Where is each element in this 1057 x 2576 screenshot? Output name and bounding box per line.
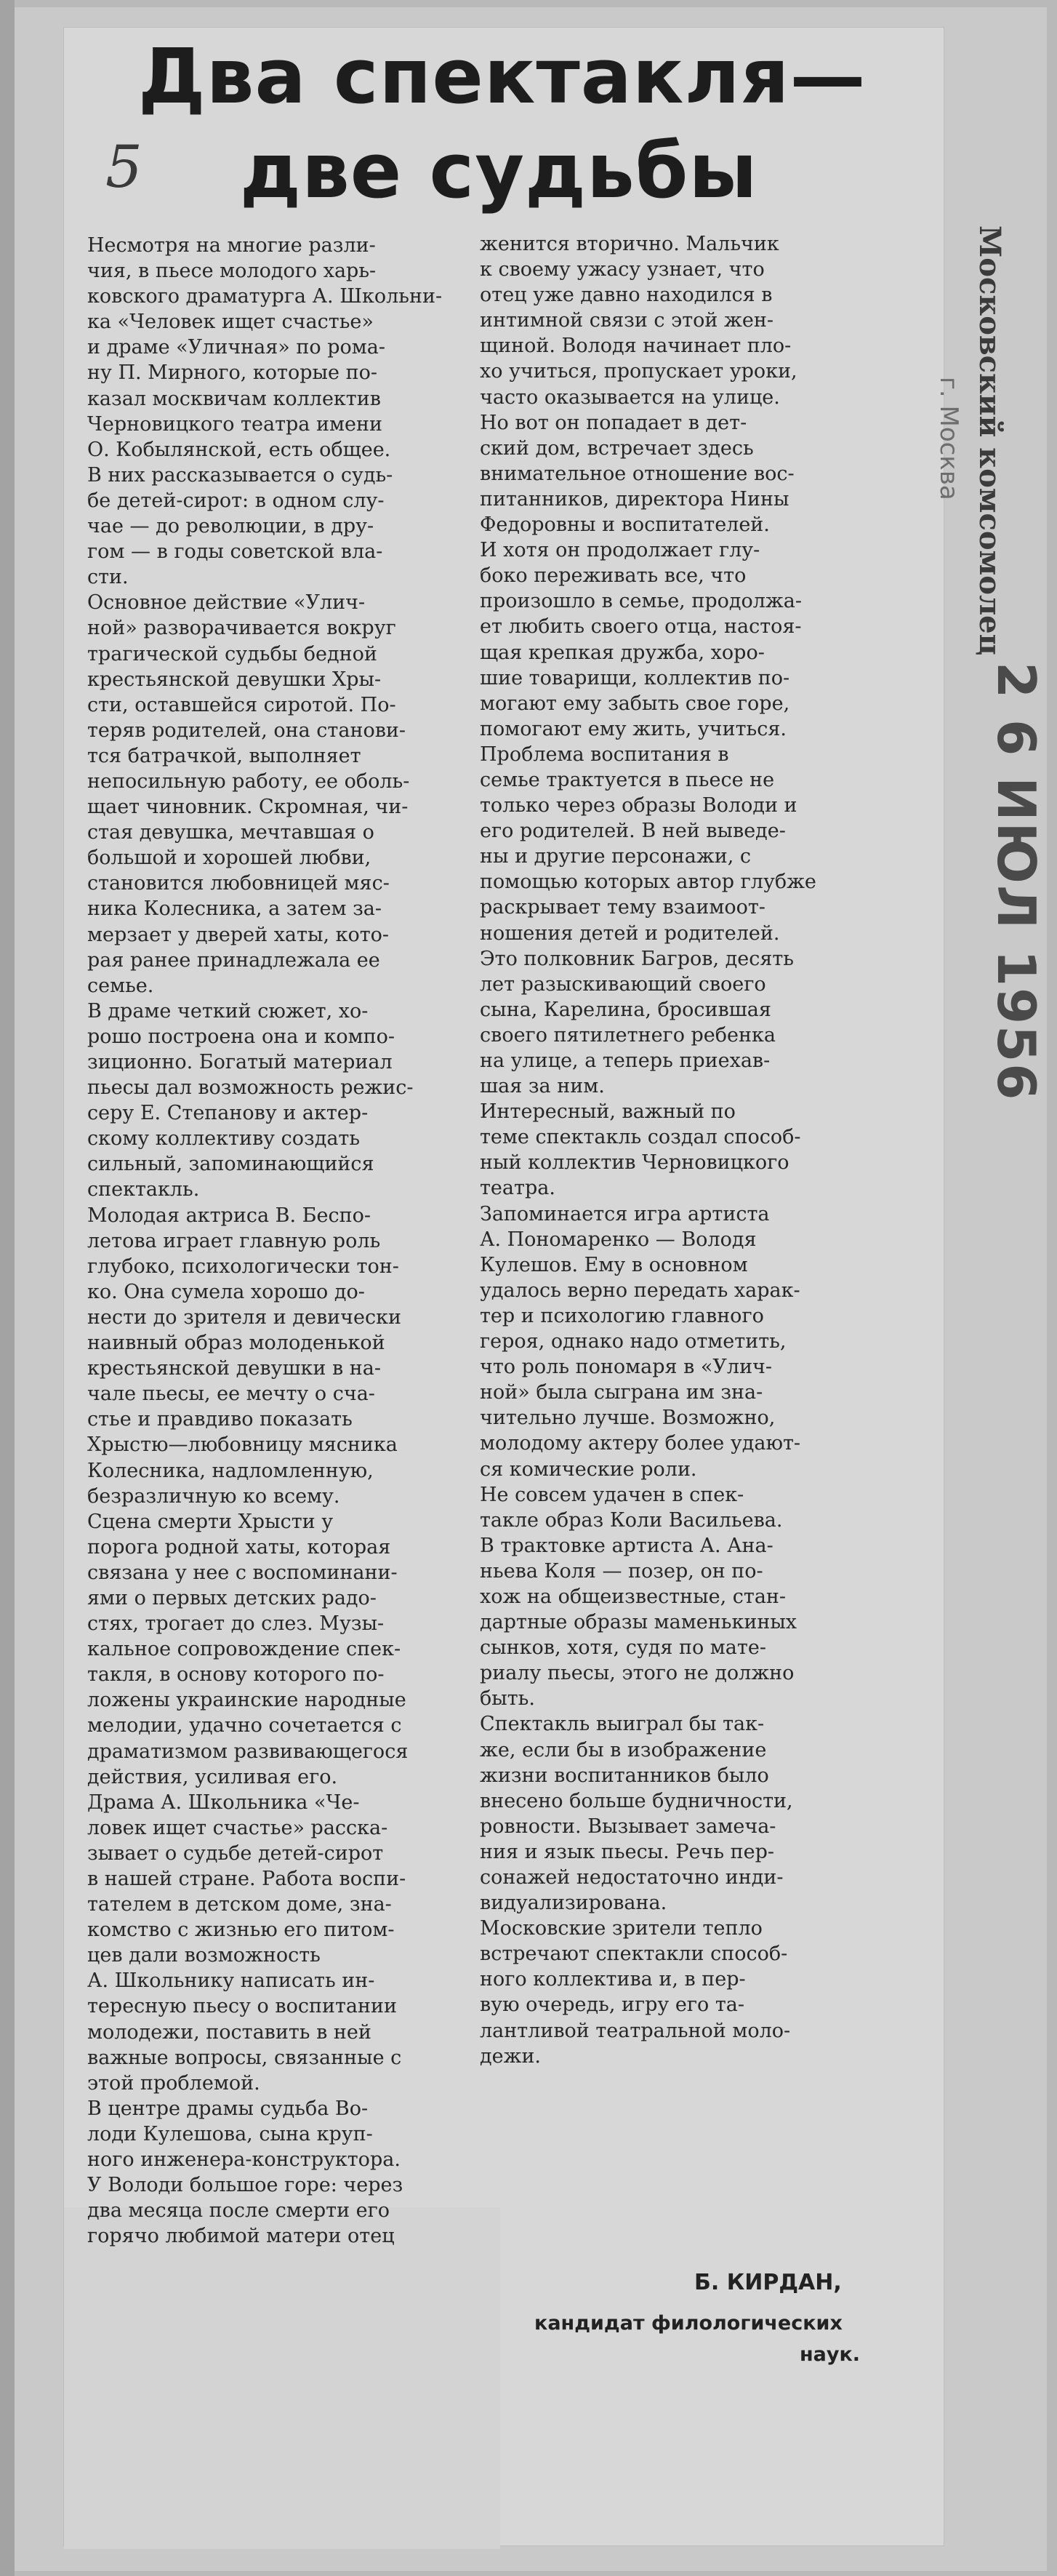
- city-stamp: г. Москва: [934, 377, 963, 500]
- article-text-line: Интересный, важный по: [480, 1100, 736, 1124]
- article-text-line: ника Колесника, а затем за-: [87, 897, 382, 921]
- article-text-line: ский дом, встречает здесь: [480, 436, 754, 460]
- article-text-line: бе детей-сирот: в одном слу-: [87, 489, 385, 512]
- article-text-line: Драма А. Школьника «Че-: [87, 1791, 360, 1814]
- article-text-line: ковского драматурга А. Школьни-: [87, 285, 443, 308]
- article-text-line: Хрыстю—любовницу мясника: [87, 1433, 398, 1457]
- article-text-line: этой проблемой.: [87, 2071, 260, 2095]
- article-text-line: щиной. Володя начинает пло-: [480, 335, 792, 358]
- article-text-line: сонажей недостаточно инди-: [480, 1866, 784, 1889]
- article-text-line: чае — до революции, в дру-: [87, 515, 374, 538]
- article-text-line: своего пятилетнего ребенка: [480, 1023, 776, 1047]
- article-text-line: и драме «Уличная» по рома-: [87, 336, 385, 359]
- article-text-line: помощью которых автор глубже: [480, 871, 816, 894]
- article-text-line: лет разыскивающий своего: [480, 972, 766, 996]
- article-text-line: женится вторично. Мальчик: [480, 233, 779, 255]
- article-text-line: дежи.: [480, 2044, 542, 2068]
- article-text-line: становится любовницей мяс-: [87, 872, 390, 895]
- article-text-line: хо учиться, пропускает уроки,: [480, 360, 797, 383]
- article-text-line: зиционно. Богатый материал: [87, 1051, 393, 1073]
- article-text-line: сти, оставшейся сиротой. По-: [87, 693, 396, 716]
- article-text-line: крестьянской девушки Хры-: [87, 668, 382, 691]
- article-text-line: щает чиновник. Скромная, чи-: [87, 796, 409, 819]
- article-text-line: чия, в пьесе молодого харь-: [87, 260, 377, 283]
- article-column-left: [87, 233, 473, 2249]
- article-text-line: Это полковник Багров, десять: [480, 947, 794, 970]
- article-text-line: семье.: [87, 974, 154, 997]
- clipping-lower-tab: [64, 2207, 500, 2549]
- article-text-line: цев дали возможность: [87, 1944, 321, 1967]
- article-text-line: большой и хорошей любви,: [87, 847, 371, 870]
- article-text-line: ной» разворачивается вокруг: [87, 617, 396, 640]
- article-text-line: произошло в семье, продолжа-: [480, 590, 802, 613]
- article-column-right: [480, 231, 894, 2069]
- article-text-line: казал москвичам коллектив: [87, 387, 381, 410]
- headline-line-2: две судьбы: [240, 127, 758, 215]
- article-text-line: внесено больше будничности,: [480, 1789, 793, 1812]
- article-text-line: вую очередь, игру его та-: [480, 1993, 745, 2017]
- article-text-line: непосильную работу, ее оболь-: [87, 769, 410, 793]
- article-text-line: кальное сопровождение спек-: [87, 1638, 401, 1661]
- article-text-line: Основное действие «Улич-: [87, 591, 366, 615]
- article-text-line: Черновицкого театра имени: [87, 412, 382, 436]
- article-text-line: что роль пономаря в «Улич-: [480, 1356, 773, 1379]
- article-text-line: горячо любимой матери отец: [87, 2225, 395, 2248]
- article-text-line: такле образ Коли Васильева.: [480, 1508, 783, 1532]
- article-text-line: Московские зрители тепло: [480, 1917, 763, 1940]
- article-text-line: трагической судьбы бедной: [87, 642, 377, 665]
- article-text-line: тателем в детском доме, зна-: [87, 1893, 392, 1916]
- article-text-line: только через образы Володи и: [480, 794, 797, 817]
- article-text-line: Кулешов. Ему в основном: [480, 1253, 748, 1276]
- author-name: Б. КИРДАН,: [694, 2270, 842, 2295]
- article-text-line: В них рассказывается о судь-: [87, 463, 393, 487]
- article-text-line: нести до зрителя и девически: [87, 1305, 401, 1329]
- article-text-line: героя, однако надо отметить,: [480, 1330, 787, 1353]
- article-text-line: глубоко, психологически тон-: [87, 1255, 399, 1278]
- article-text-line: зывает о судьбе детей-сирот: [87, 1841, 384, 1865]
- article-text-line: ровности. Вызывает замеча-: [480, 1815, 776, 1838]
- article-text-line: Проблема воспитания в: [480, 743, 729, 766]
- margin-pencil-mark: 5: [105, 133, 142, 201]
- article-text-line: О. Кобылянской, есть общее.: [87, 438, 391, 461]
- article-text-line: крестьянской девушки в на-: [87, 1357, 381, 1380]
- article-text-line: лоди Кулешова, сына круп-: [87, 2122, 373, 2145]
- article-text-line: важные вопросы, связанные с: [87, 2046, 402, 2069]
- article-text-line: ный коллектив Черновицкого: [480, 1151, 789, 1175]
- article-text-line: пьесы дал возможность режис-: [87, 1076, 414, 1100]
- article-text-line: удалось верно передать харак-: [480, 1279, 800, 1302]
- article-text-line: стях, трогает до слез. Музы-: [87, 1612, 385, 1636]
- article-text-line: жизни воспитанников было: [480, 1764, 769, 1787]
- article-text-line: раскрывает тему взаимоот-: [480, 896, 765, 919]
- article-text-line: теряв родителей, она станови-: [87, 719, 406, 742]
- article-text-line: ет любить своего отца, настоя-: [480, 615, 802, 639]
- article-text-line: стье и правдиво показать: [87, 1408, 353, 1431]
- article-text-line: шие товарищи, коллектив по-: [480, 666, 790, 689]
- article-text-line: быть.: [480, 1687, 535, 1711]
- author-title-continued: наук.: [800, 2343, 861, 2366]
- article-text-line: сынков, хотя, судя по мате-: [480, 1636, 766, 1660]
- article-text-line: сти.: [87, 566, 129, 589]
- article-text-line: к своему ужасу узнает, что: [480, 258, 765, 281]
- article-text-line: ного инженера-конструктора.: [87, 2148, 401, 2172]
- article-text-line: рошо построена она и компо-: [87, 1025, 395, 1048]
- headline-line-1: Два спектакля—: [138, 32, 867, 121]
- article-text-line: часто оказывается на улице.: [480, 385, 780, 409]
- article-text-line: серу Е. Степанову и актер-: [87, 1102, 369, 1125]
- article-text-line: наивный образ молоденькой: [87, 1332, 385, 1355]
- article-text-line: действия, усиливая его.: [87, 1765, 338, 1788]
- article-text-line: хож на общеизвестные, стан-: [480, 1585, 787, 1608]
- article-text-line: Федоровны и воспитателей.: [480, 513, 770, 537]
- article-text-line: Молодая актриса В. Беспо-: [87, 1204, 371, 1227]
- article-text-line: ложены украинские народные: [87, 1689, 406, 1712]
- article-text-line: рая ранее принадлежала ее: [87, 948, 380, 972]
- article-text-line: такля, в основу которого по-: [87, 1663, 385, 1687]
- article-text-line: семье трактуется в пьесе не: [480, 768, 775, 791]
- article-text-line: же, если бы в изображение: [480, 1738, 767, 1761]
- article-text-line: В трактовке артиста А. Ана-: [480, 1534, 773, 1557]
- article-text-line: ния и язык пьесы. Речь пер-: [480, 1840, 774, 1863]
- article-text-line: интимной связи с этой жен-: [480, 309, 773, 332]
- article-text-line: помогают ему жить, учиться.: [480, 717, 787, 740]
- article-text-line: мелодии, удачно сочетается с: [87, 1714, 402, 1737]
- article-text-line: гом — в годы советской вла-: [87, 540, 383, 564]
- article-text-line: ной» была сыграна им зна-: [480, 1381, 763, 1404]
- article-text-line: боко переживать все, что: [480, 564, 747, 588]
- date-stamp: 2 6 ИЮЛ 1956: [986, 662, 1047, 1102]
- article-text-line: отец уже давно находился в: [480, 284, 773, 307]
- article-text-line: внимательное отношение вос-: [480, 462, 795, 485]
- article-text-line: театра.: [480, 1177, 555, 1200]
- article-text-line: Несмотря на многие разли-: [87, 234, 376, 257]
- article-text-line: встречают спектакли способ-: [480, 1943, 788, 1966]
- article-text-line: ка «Человек ищет счастье»: [87, 311, 374, 334]
- article-text-line: комство с жизнью его питом-: [87, 1919, 395, 1942]
- article-text-line: скому коллективу создать: [87, 1127, 361, 1151]
- article-text-line: шая за ним.: [480, 1075, 605, 1098]
- article-text-line: питанников, директора Нины: [480, 487, 789, 511]
- article-text-line: могают ему забыть свое горе,: [480, 692, 790, 715]
- article-text-line: сына, Карелина, бросившая: [480, 998, 771, 1021]
- newspaper-name-stamp: Московский комсомолец: [973, 225, 1007, 656]
- article-text-line: безразличную ко всему.: [87, 1484, 340, 1508]
- article-text-line: щая крепкая дружба, хоро-: [480, 641, 765, 664]
- article-text-line: В драме четкий сюжет, хо-: [87, 999, 369, 1023]
- article-text-line: связана у нее с воспоминани-: [87, 1561, 398, 1584]
- author-title: кандидат филологических: [534, 2312, 843, 2335]
- article-text-line: Запоминается игра артиста: [480, 1202, 770, 1225]
- article-text-line: порога родной хаты, которая: [87, 1535, 391, 1559]
- article-text-line: ньева Коля — позер, он по-: [480, 1559, 763, 1583]
- article-text-line: Колесника, надломленную,: [87, 1459, 374, 1482]
- article-text-line: И хотя он продолжает глу-: [480, 539, 760, 562]
- article-text-line: риалу пьесы, этого не должно: [480, 1662, 795, 1685]
- article-text-line: летова играет главную роль: [87, 1229, 381, 1252]
- article-text-line: чале пьесы, ее мечту о сча-: [87, 1383, 375, 1406]
- article-text-line: молодежи, поставить в ней: [87, 2020, 371, 2044]
- article-text-line: на улице, а теперь приехав-: [480, 1049, 771, 1072]
- article-text-line: видуализирована.: [480, 1892, 667, 1915]
- article-text-line: дартные образы маменькиных: [480, 1611, 797, 1634]
- article-text-line: А. Школьнику написать ин-: [87, 1969, 375, 1993]
- article-text-line: драматизмом развивающегося: [87, 1740, 409, 1763]
- article-text-line: лантливой театральной моло-: [480, 2019, 791, 2042]
- article-text-line: Сцена смерти Хрысти у: [87, 1510, 334, 1533]
- article-text-line: ловек ищет счастье» расска-: [87, 1816, 388, 1839]
- article-text-line: А. Пономаренко — Володя: [480, 1228, 757, 1251]
- article-text-line: Не совсем удачен в спек-: [480, 1483, 744, 1506]
- article-text-line: в нашей стране. Работа воспи-: [87, 1868, 406, 1890]
- article-text-line: ну П. Мирного, которые по-: [87, 361, 377, 385]
- article-text-line: тся батрачкой, выполняет: [87, 744, 361, 767]
- article-text-line: спектакль.: [87, 1178, 200, 1201]
- article-text-line: ями о первых детских радо-: [87, 1586, 377, 1609]
- article-text-line: ношения детей и родителей.: [480, 921, 780, 945]
- article-text-line: тер и психологию главного: [480, 1304, 764, 1327]
- article-text-line: У Володи большое горе: через: [87, 2174, 403, 2197]
- article-text-line: тересную пьесу о воспитании: [87, 1995, 397, 2018]
- article-text-line: теме спектакль создал способ-: [480, 1126, 801, 1149]
- article-text-line: сильный, запоминающийся: [87, 1153, 374, 1176]
- article-text-line: ного коллектива и, в пер-: [480, 1968, 746, 1991]
- article-text-line: ны и другие персонажи, с: [480, 845, 751, 868]
- article-text-line: стая девушка, мечтавшая о: [87, 821, 374, 844]
- article-text-line: чительно лучше. Возможно,: [480, 1407, 776, 1430]
- article-text-line: ко. Она сумела хорошо до-: [87, 1280, 365, 1303]
- article-text-line: ся комические роли.: [480, 1457, 697, 1481]
- article-text-line: В центре драмы судьба Во-: [87, 2097, 369, 2120]
- article-text-line: молодому актеру более удают-: [480, 1432, 801, 1455]
- backing-edge: [0, 0, 15, 2576]
- article-text-line: два месяца после смерти его: [87, 2199, 390, 2223]
- article-text-line: мерзает у дверей хаты, кото-: [87, 923, 390, 946]
- article-text-line: его родителей. В ней выведе-: [480, 820, 786, 843]
- article-text-line: Спектакль выиграл бы так-: [480, 1713, 765, 1736]
- article-text-line: Но вот он попадает в дет-: [480, 411, 747, 434]
